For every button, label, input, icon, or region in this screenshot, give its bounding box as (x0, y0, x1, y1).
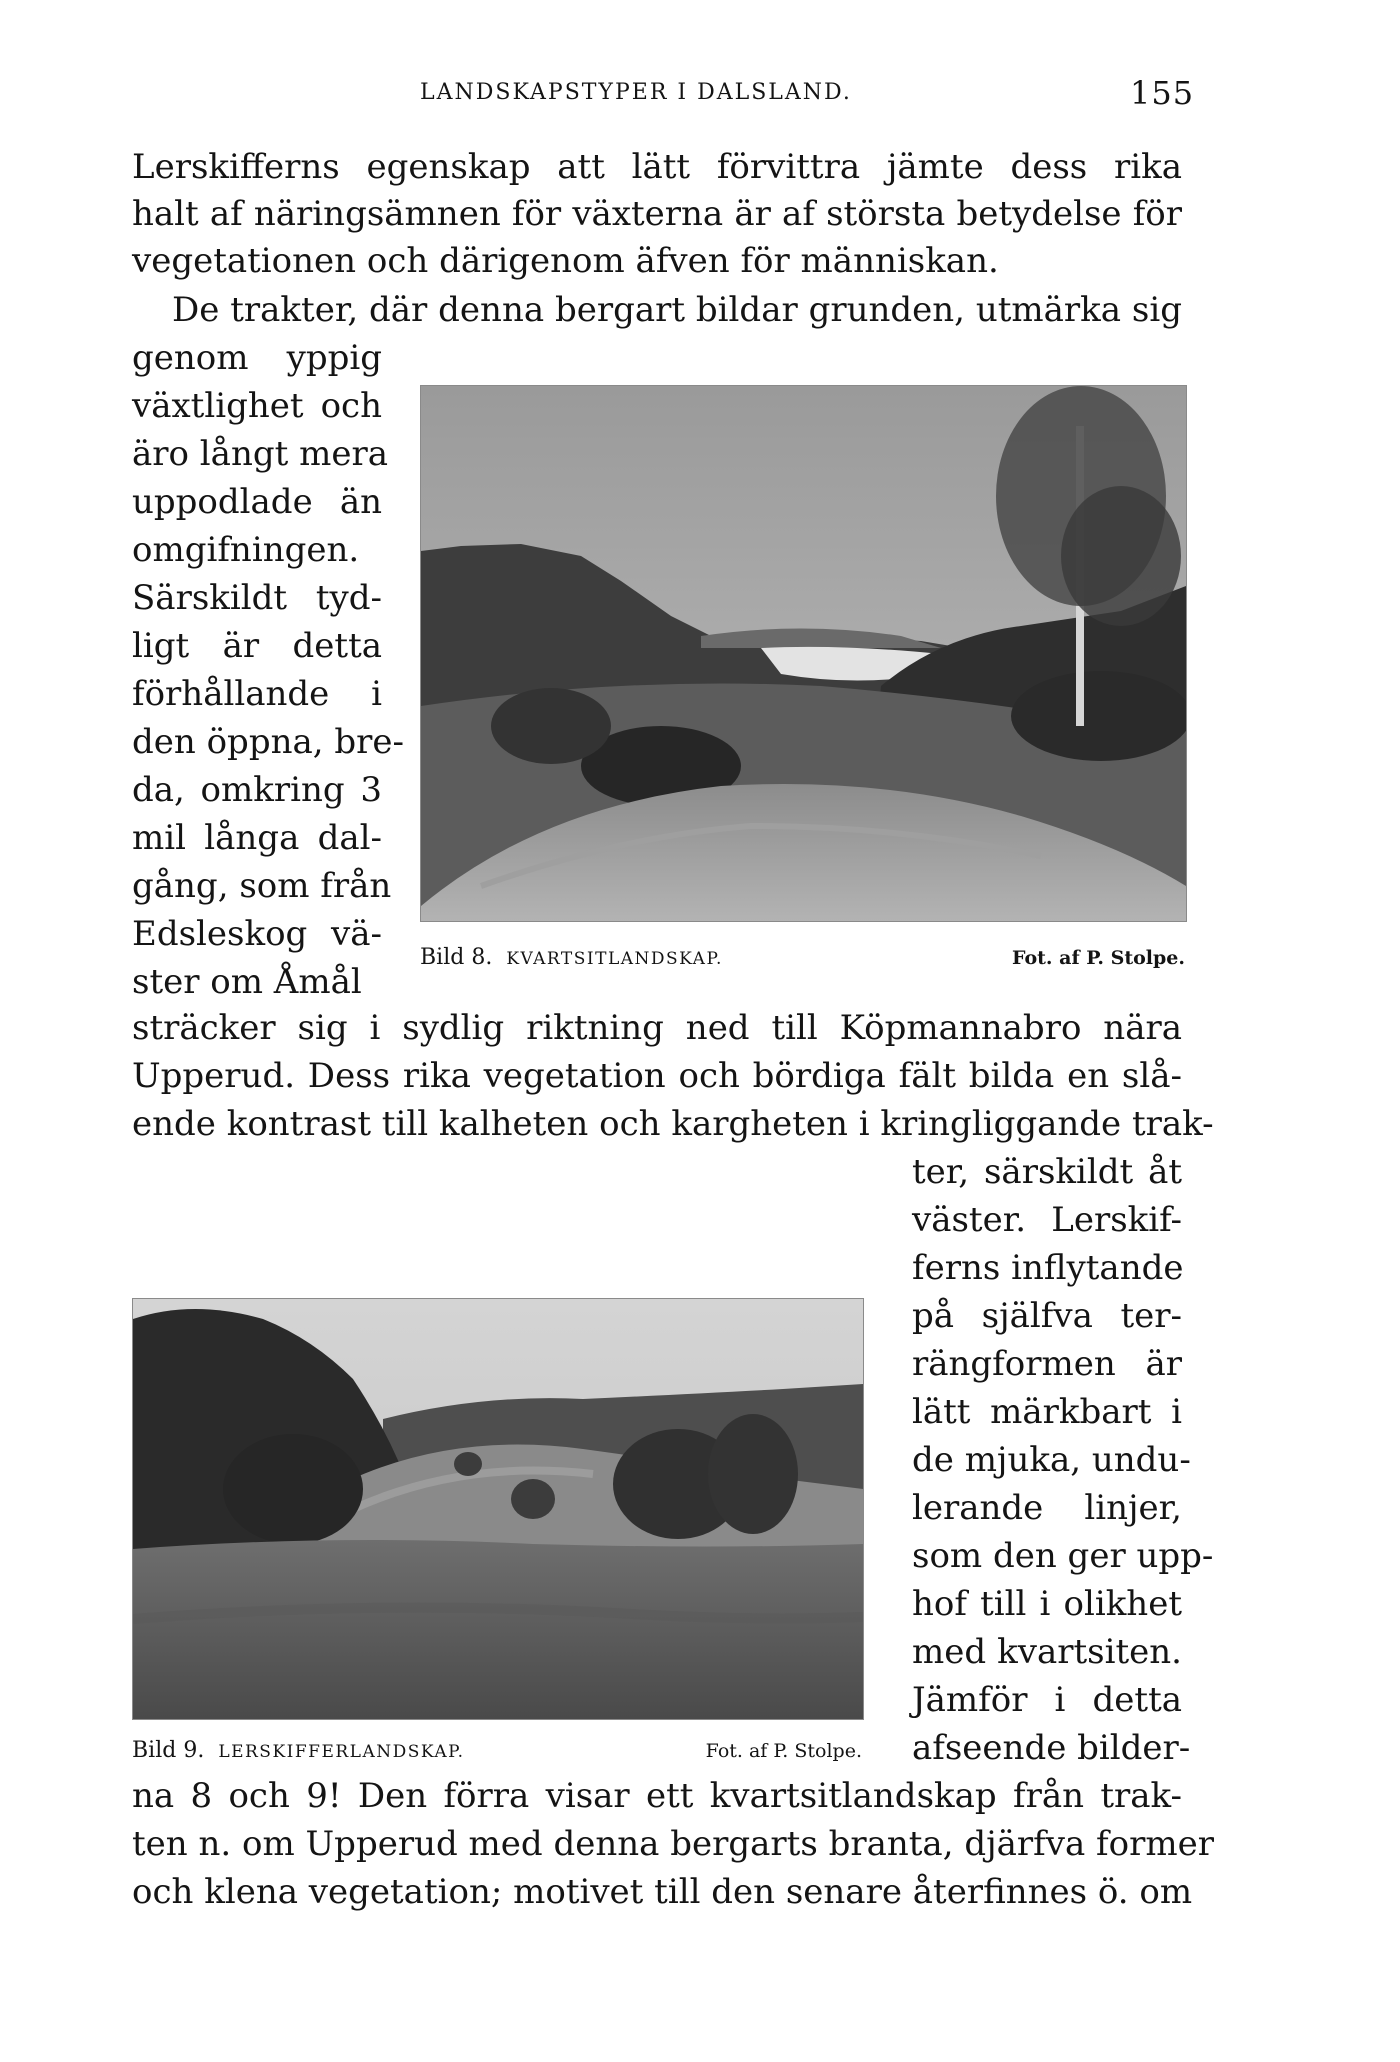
text-line: Upperud. Dess rika vegetation och bördiga fält bilda en slå- (132, 1056, 1182, 1096)
text-line: vegetationen och därigenom äfven för människan. (132, 241, 999, 281)
text-line: De trakter, där denna bergart bildar grunden, utmärka sig (172, 290, 1182, 330)
text-line: som den ger upp- (912, 1536, 1214, 1576)
text-line: Jämför i detta (912, 1680, 1182, 1720)
figure-8-title: KVARTSITLANDSKAP. (506, 949, 723, 969)
running-title: LANDSKAPSTYPER I DALSLAND. (420, 80, 852, 105)
clay-slate-landscape-image (133, 1299, 863, 1719)
text-line: ten n. om Upperud med denna bergarts branta, djärfva former (132, 1824, 1214, 1864)
text-line: och klena vegetation; motivet till den senare återfinnes ö. om (132, 1872, 1193, 1912)
page-number: 155 (1130, 74, 1195, 112)
text-line: gång, som från (132, 866, 392, 906)
figure-8-label: Bild 8. (420, 945, 493, 970)
text-line: väster. Lerskif- (912, 1200, 1182, 1240)
text-line: de mjuka, undu- (912, 1440, 1191, 1480)
text-line: förhållande i (132, 674, 382, 714)
figure-8-caption (420, 945, 1185, 970)
text-line: hof till i olikhet (912, 1584, 1182, 1624)
text-line: äro långt mera (132, 434, 388, 474)
text-line: den öppna, bre- (132, 722, 404, 762)
text-line: Lerskifferns egenskap att lätt förvittra jämte dess rika (132, 147, 1182, 187)
figure-9-title: LERSKIFFERLANDSKAP. (218, 1742, 465, 1762)
figure-9-caption (132, 1738, 862, 1763)
text-line: na 8 och 9! Den förra visar ett kvartsitlandskap från trak- (132, 1776, 1182, 1816)
text-line: rängformen är (912, 1344, 1182, 1384)
text-line: afseende bilder- (912, 1728, 1191, 1768)
text-line: sträcker sig i sydlig riktning ned till Köpmannabro nära (132, 1008, 1182, 1048)
figure-8-photo (420, 385, 1187, 922)
figure-9-photo (132, 1298, 864, 1720)
text-line: genom yppig (132, 338, 382, 378)
text-line: lerande linjer, (912, 1488, 1182, 1528)
quartzite-landscape-image (421, 386, 1186, 921)
text-line: Edsleskog vä- (132, 914, 382, 954)
text-line: uppodlade än (132, 482, 382, 522)
figure-8-credit: Fot. af P. Stolpe. (1012, 947, 1185, 969)
text-line: växtlighet och (132, 386, 382, 426)
text-line: ferns inflytande (912, 1248, 1184, 1288)
figure-9-label: Bild 9. (132, 1738, 205, 1763)
text-line: med kvartsiten. (912, 1632, 1182, 1672)
text-line: lätt märkbart i (912, 1392, 1182, 1432)
figure-9-credit: Fot. af P. Stolpe. (705, 1740, 862, 1762)
text-line: ter, särskildt åt (912, 1152, 1182, 1192)
text-line: da, omkring 3 (132, 770, 382, 810)
text-line: ligt är detta (132, 626, 382, 666)
text-line: ster om Åmål (132, 962, 362, 1002)
text-line: ende kontrast till kalheten och kargheten i kringliggande trak- (132, 1104, 1214, 1144)
text-line: omgifningen. (132, 530, 360, 570)
text-line: mil långa dal- (132, 818, 382, 858)
text-line: på själfva ter- (912, 1296, 1182, 1336)
text-line: halt af näringsämnen för växterna är af största betydelse för (132, 194, 1182, 234)
text-line: Särskildt tyd- (132, 578, 382, 618)
